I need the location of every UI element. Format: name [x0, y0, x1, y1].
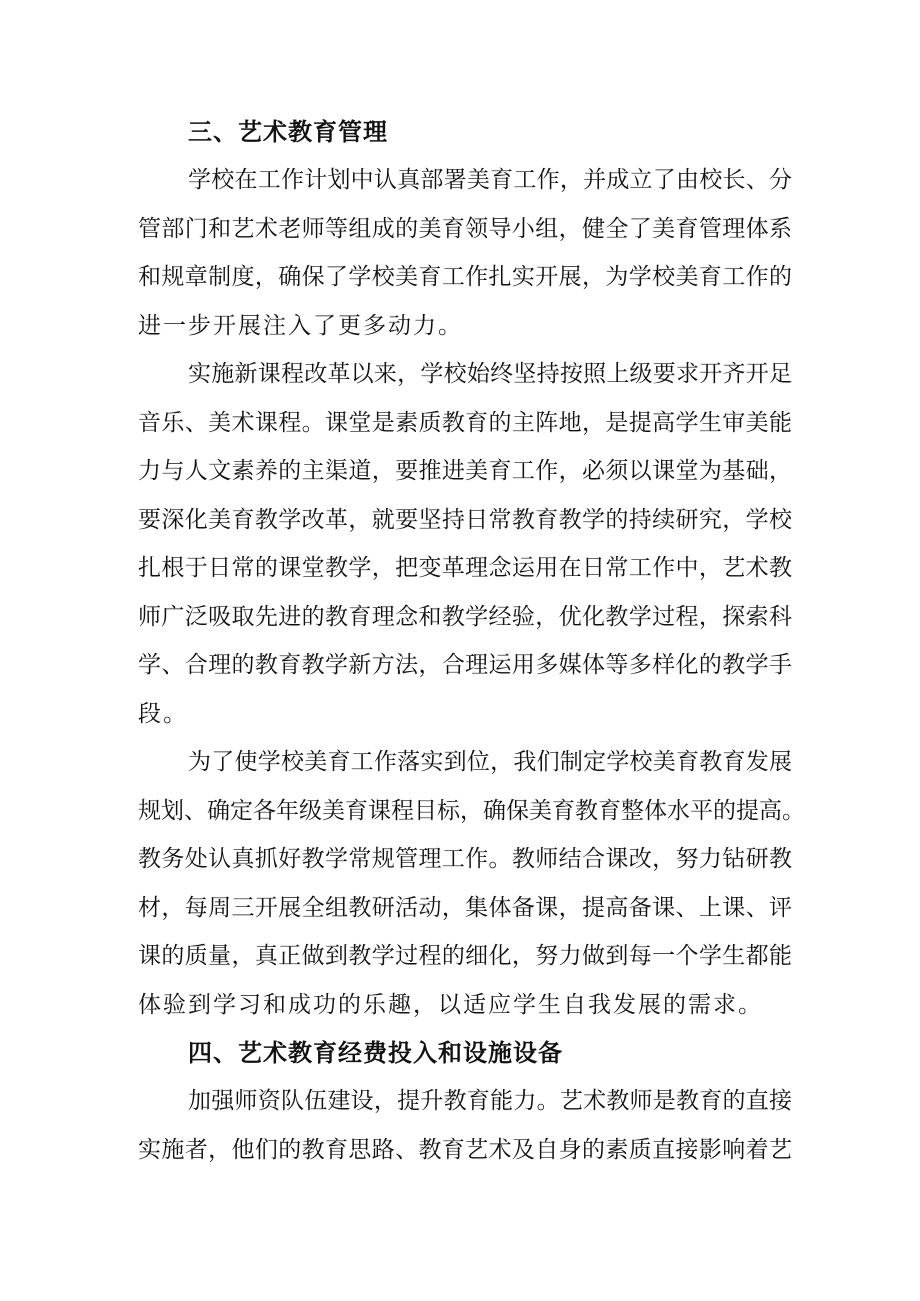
text-line: 学校在工作计划中认真部署美育工作，并成立了由校长、分: [188, 167, 792, 193]
text-line: 师广泛吸取先进的教育理念和教学经验，优化教学过程，探索科: [138, 603, 792, 630]
text-line: 材，每周三开展全组教研活动，集体备课，提高备课、上课、评: [138, 894, 792, 921]
text-line: 音乐、美术课程。课堂是素质教育的主阵地，是提高学生审美能: [138, 409, 792, 436]
text-line: 力与人文素养的主渠道，要推进美育工作，必须以课堂为基础，: [138, 458, 792, 484]
text-line: 段。: [138, 700, 188, 727]
text-line: 课的质量，真正做到教学过程的细化，努力做到每一个学生都能: [138, 943, 792, 969]
text-line: 学、合理的教育教学新方法，合理运用多媒体等多样化的教学手: [138, 652, 792, 678]
text-line: 规划、确定各年级美育课程目标，确保美育教育整体水平的提高。: [138, 797, 805, 824]
text-line: 实施者，他们的教育思路、教育艺术及自身的素质直接影响着艺: [138, 1136, 792, 1163]
text-line: 为了使学校美育工作落实到位，我们制定学校美育教育发展: [188, 749, 792, 775]
paragraph: [138, 156, 792, 350]
section-heading-4: 四、艺术教育经费投入和设施设备: [188, 1039, 563, 1067]
text-line: 管部门和艺术老师等组成的美育领导小组，健全了美育管理体系: [138, 215, 792, 242]
text-line: 进一步开展注入了更多动力。: [138, 312, 463, 339]
paragraph: [138, 350, 792, 738]
text-line: 实施新课程改革以来，学校始终坚持按照上级要求开齐开足: [188, 361, 792, 387]
text-line: 教务处认真抓好教学常规管理工作。教师结合课改，努力钻研教: [138, 846, 792, 872]
text-line: 扎根于日常的课堂教学，把变革理念运用在日常工作中，艺术教: [138, 555, 792, 581]
text-line: 和规章制度，确保了学校美育工作扎实开展，为学校美育工作的: [138, 264, 792, 290]
document-body: [138, 108, 805, 1174]
paragraph: [138, 738, 805, 1029]
section-heading-3: 三、艺术教育管理: [188, 118, 388, 146]
text-line: 要深化美育教学改革，就要坚持日常教育教学的持续研究，学校: [138, 506, 792, 533]
text-line: 加强师资队伍建设，提升教育能力。艺术教师是教育的直接: [188, 1088, 792, 1114]
text-line: 体验到学习和成功的乐趣，以适应学生自我发展的需求。: [138, 991, 763, 1018]
paragraph: [138, 1077, 792, 1174]
